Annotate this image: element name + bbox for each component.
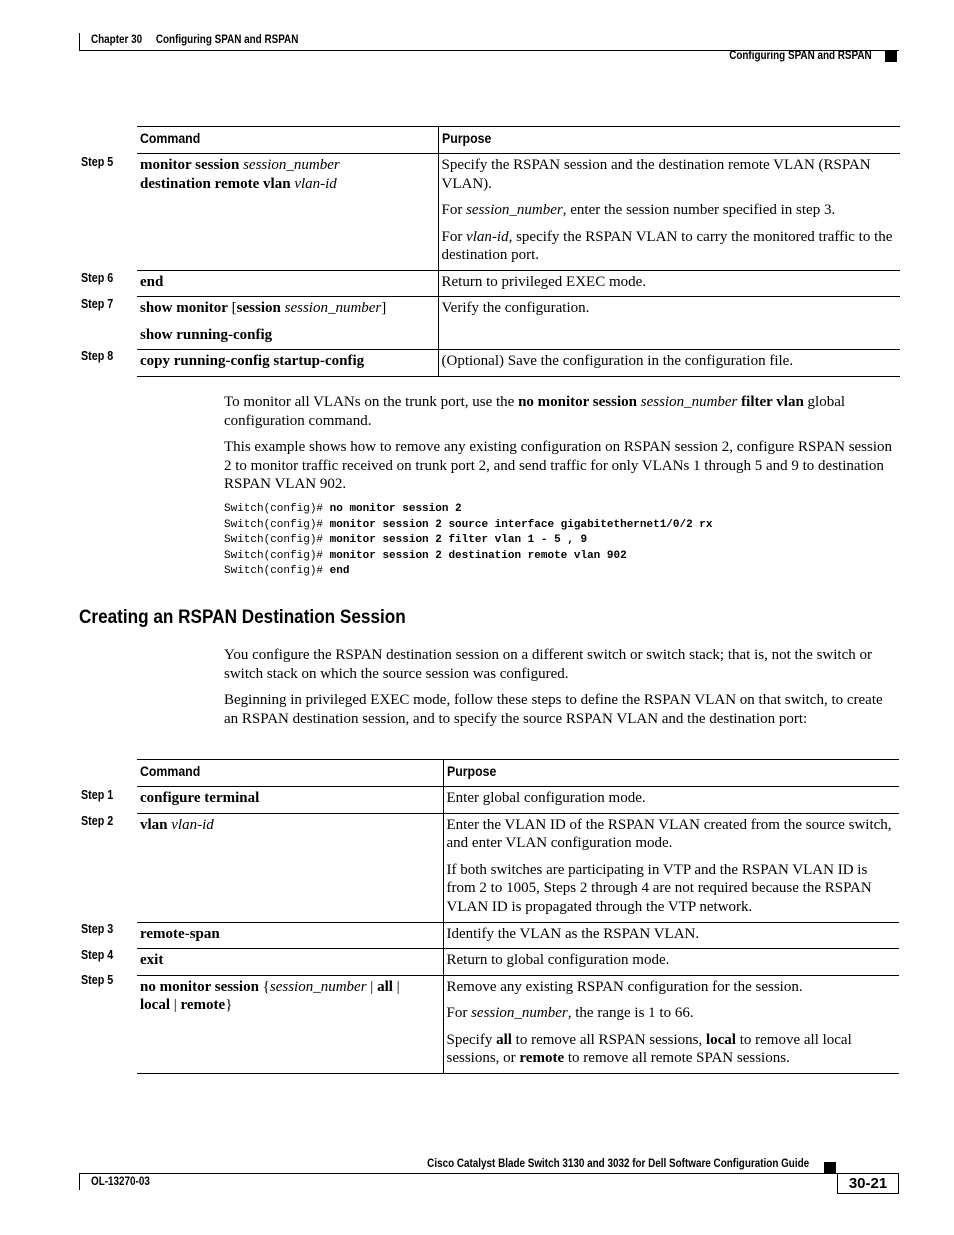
page-number: 30-21: [837, 1173, 899, 1194]
table-row: [137, 813, 899, 922]
header-marker-block: [885, 51, 897, 62]
chapter-number: Chapter 30: [91, 34, 143, 46]
code-command: no monitor session 2: [329, 503, 462, 515]
footer-doc-number: OL-13270-03: [91, 1176, 150, 1188]
code-prompt: Switch(config)#: [224, 565, 324, 577]
purpose-cell: Return to global configuration mode.: [443, 949, 899, 976]
purpose-cell: Specify the RSPAN session and the destination remote VLAN (RSPAN VLAN). For session_number, enter the session number specified in step 3. For vlan-id, specify the RSPAN VLAN to carry the monitored traffic to the destination port.: [438, 154, 900, 271]
command-cell: configure terminal: [137, 787, 443, 814]
paragraph-filter-vlan: To monitor all VLANs on the trunk port, use the no monitor session session_number filter vlan global configuration command.: [224, 394, 846, 429]
code-prompt: Switch(config)#: [224, 518, 324, 531]
table-row: [137, 350, 900, 377]
command-table-1: [137, 126, 900, 377]
header-chapter: [91, 34, 298, 46]
step-label: Step 7: [81, 297, 114, 311]
step-label: Step 1: [81, 788, 114, 802]
section-heading: Creating an RSPAN Destination Session: [79, 606, 406, 628]
purpose-cell: Return to privileged EXEC mode.: [438, 270, 900, 297]
code-example: [224, 502, 713, 580]
code-command: monitor session 2 source interface gigabitethernet1/0/2 rx: [329, 518, 713, 531]
table-row: [137, 297, 900, 350]
table-row: [137, 975, 899, 1073]
command-cell: remote-span: [137, 922, 443, 949]
table-row: [137, 154, 900, 271]
purpose-cell: Enter global configuration mode.: [443, 787, 899, 814]
command-cell: monitor session session_number destination remote vlan vlan-id: [137, 154, 438, 271]
paragraph-example: This example shows how to remove any existing configuration on RSPAN session 2, configure RSPAN session 2 to monitor traffic received on trunk port 2, and send traffic for only VLANs 1 through 5 and 9 to destination RSPAN VLAN 902.: [224, 439, 893, 492]
header-rule-left: [79, 33, 80, 50]
step-label: Step 3: [81, 922, 114, 936]
purpose-cell: (Optional) Save the configuration in the configuration file.: [438, 350, 900, 377]
column-header-command: Command: [137, 760, 443, 787]
step-label: Step 5: [81, 155, 114, 169]
code-prompt: Switch(config)#: [224, 549, 324, 562]
table-header-row: [137, 760, 899, 787]
command-cell: no monitor session {session_number | all | local | remote}: [137, 975, 443, 1073]
step-label: Step 4: [81, 948, 114, 962]
step-label: Step 8: [81, 349, 114, 363]
column-header-purpose: Purpose: [443, 760, 899, 787]
paragraph-steps-intro: Beginning in privileged EXEC mode, follow these steps to define the RSPAN VLAN on that switch, to create an RSPAN destination session, and to specify the source RSPAN VLAN and the destination port:: [224, 692, 883, 727]
column-header-purpose: Purpose: [438, 127, 900, 154]
column-header-command: Command: [137, 127, 438, 154]
code-command: end: [329, 565, 350, 577]
purpose-cell: Identify the VLAN as the RSPAN VLAN.: [443, 922, 899, 949]
header-section-title: Configuring SPAN and RSPAN: [729, 50, 872, 62]
table-row: [137, 787, 899, 814]
code-prompt: Switch(config)#: [224, 534, 324, 546]
paragraph-intro: You configure the RSPAN destination session on a different switch or switch stack; that is, not the switch or switch stack on which the source session was configured.: [224, 647, 872, 682]
step-label: Step 2: [81, 814, 114, 828]
command-table-2: [137, 759, 899, 1074]
code-command: monitor session 2 destination remote vlan 902: [329, 549, 627, 562]
step-label: Step 6: [81, 271, 114, 285]
code-prompt: Switch(config)#: [224, 503, 324, 515]
table-row: [137, 922, 899, 949]
chapter-title: Configuring SPAN and RSPAN: [155, 34, 299, 46]
step-label: Step 5: [81, 973, 114, 987]
footer-rule: [79, 1173, 899, 1174]
table-row: [137, 270, 900, 297]
command-cell: end: [137, 270, 438, 297]
footer-marker-block: [824, 1162, 836, 1173]
code-command: monitor session 2 filter vlan 1 - 5 , 9: [329, 534, 588, 546]
command-cell: show monitor [session session_number] show running-config: [137, 297, 438, 350]
command-cell: exit: [137, 949, 443, 976]
command-cell: vlan vlan-id: [137, 813, 443, 922]
footer-guide-title: Cisco Catalyst Blade Switch 3130 and 3032 for Dell Software Configuration Guide: [427, 1158, 809, 1170]
purpose-cell: Verify the configuration.: [438, 297, 900, 350]
table-header-row: [137, 127, 900, 154]
purpose-cell: Enter the VLAN ID of the RSPAN VLAN created from the source switch, and enter VLAN configuration mode. If both switches are participating in VTP and the RSPAN VLAN ID is from 2 to 1005, Steps 2 through 4 are not required because the RSPAN VLAN ID is propagated through the VTP network.: [443, 813, 899, 922]
table-row: [137, 949, 899, 976]
purpose-cell: Remove any existing RSPAN configuration for the session. For session_number, the range is 1 to 66. Specify all to remove all RSPAN sessions, local to remove all local sessions, or remote to remove all remote SPAN sessions.: [443, 975, 899, 1073]
command-cell: copy running-config startup-config: [137, 350, 438, 377]
footer-rule-left: [79, 1173, 80, 1190]
